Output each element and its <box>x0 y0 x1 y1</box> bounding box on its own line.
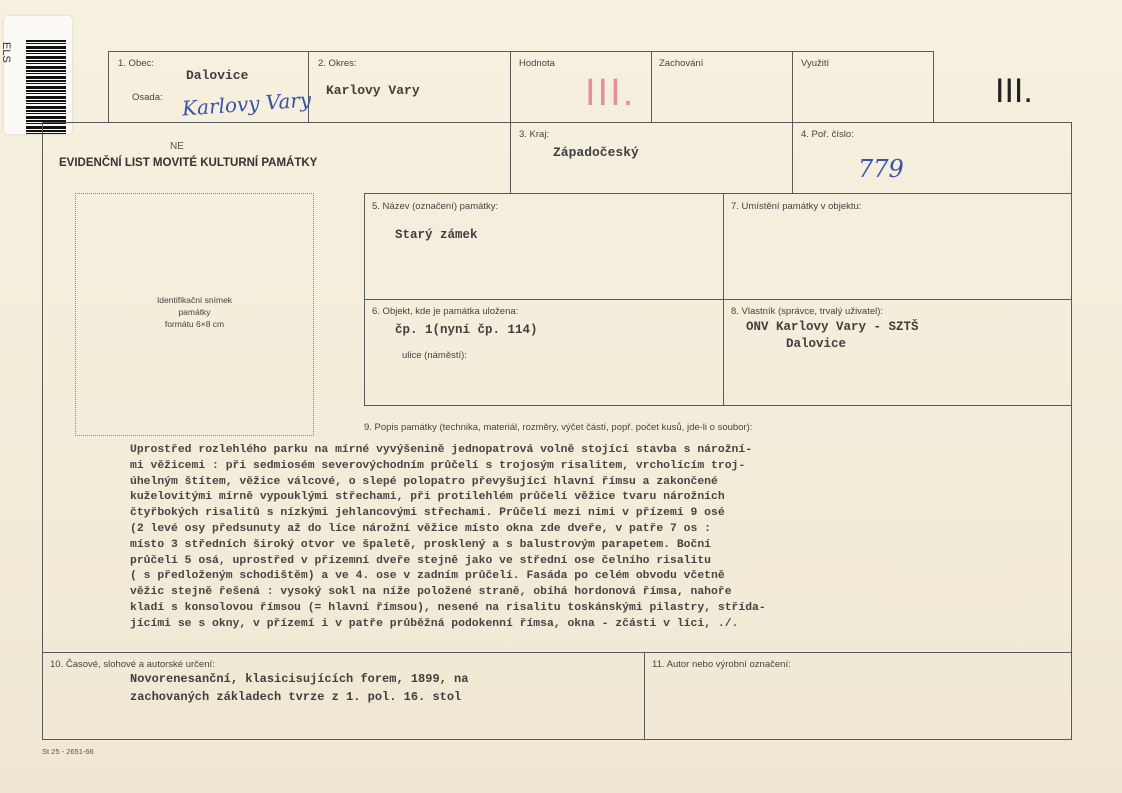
popis-line: ( s předloženým schodištěm) a ve 4. ose v zadním průčelí. Fasáda po celém obvodu včetně <box>130 570 725 583</box>
objekt-value: čp. 1(nyní čp. 114) <box>395 323 538 337</box>
barcode-icon <box>26 40 66 134</box>
zachovani-label: Zachování <box>659 58 704 69</box>
popis-line: jícími se s okny, v přízemí i v patře průběžná podokenní římsa, okna - zčásti v líci, ./. <box>130 617 739 630</box>
barcode-sticker <box>0 16 72 134</box>
photo-caption <box>76 294 313 330</box>
popis-label: 9. Popis památky (technika, materiál, rozměry, výčet částí, popř. počet kusů, jde-li o soubor): <box>364 422 753 433</box>
photo-caption-line: památky <box>178 307 211 317</box>
footer-code: St 25 - 2651-66 <box>42 747 94 756</box>
umisteni-label: 7. Umístění památky v objektu: <box>731 201 862 212</box>
grid-line <box>108 51 109 123</box>
grid-line <box>1071 122 1072 740</box>
popis-text <box>130 443 1050 633</box>
osada-value: Karlovy Vary <box>181 87 312 121</box>
ulice-label: ulice (náměstí): <box>402 350 467 361</box>
hodnota-label: Hodnota <box>519 58 555 69</box>
osada-label: Osada: <box>132 92 163 103</box>
por-cislo-label: 4. Poř. číslo: <box>801 129 854 140</box>
sticker-label: ELS <box>0 42 12 63</box>
okres-label: 2. Okres: <box>318 58 357 69</box>
urceni-line2: zachovaných základech tvrze z 1. pol. 16. stol <box>130 690 462 704</box>
urceni-line1: Novorenesanční, klasicisujících forem, 1899, na <box>130 672 469 686</box>
popis-line: úhelným štítem, věžice válcové, o slepé polopatro převyšující hlavní římsu a zakončené <box>130 475 718 488</box>
popis-line: čtyřbokých risalitů s nízkými jehlancovými střechami. Průčelí mezi nimi v přízemí 9 osé <box>130 507 725 520</box>
popis-line: mi věžicemi : při sedmiosém severovýchodním průčelí s trojosým risalitem, vrcholícím troj- <box>130 459 746 472</box>
kraj-value: Západočeský <box>553 145 639 160</box>
nazev-value: Starý zámek <box>395 228 478 242</box>
nazev-label: 5. Název (označení) památky: <box>372 201 499 212</box>
title-annotation: NE <box>170 141 184 152</box>
grid-line <box>364 405 1071 406</box>
grid-line <box>42 652 1072 653</box>
grid-line <box>644 652 645 740</box>
grid-line <box>933 51 934 123</box>
vyuziti-label: Využití <box>801 58 830 69</box>
kraj-label: 3. Kraj: <box>519 129 550 140</box>
photo-caption-line: Identifikační snímek <box>156 295 233 305</box>
grid-line <box>108 51 934 52</box>
popis-line: Uprostřed rozlehlého parku na mírné vyvýšenině jednopatrová volně stojící stavba s nárožní- <box>130 444 753 456</box>
vlastnik-line1: ONV Karlovy Vary - SZTŠ <box>746 320 919 334</box>
hodnota-value: III. <box>585 72 636 114</box>
form-title: EVIDENČNÍ LIST MOVITÉ KULTURNÍ PAMÁTKY <box>59 157 318 169</box>
obec-label: 1. Obec: <box>118 58 154 69</box>
autor-label: 11. Autor nebo výrobní označení: <box>652 659 791 670</box>
grid-line <box>651 51 652 123</box>
corner-mark: III. <box>995 72 1033 110</box>
okres-value: Karlovy Vary <box>326 83 420 98</box>
popis-line: věžic stejně řešená : vysoký sokl na níže položené straně, obíhá hordonová římsa, nahoře <box>130 586 732 599</box>
grid-line <box>42 122 1072 123</box>
por-cislo-value: 779 <box>858 155 904 183</box>
objekt-label: 6. Objekt, kde je památka uložena: <box>372 306 519 317</box>
grid-line <box>42 122 43 740</box>
popis-line: kuželovitými mírně vypouklými střechami, při protilehlém průčelí věžice tvaru nárožních <box>130 491 725 504</box>
grid-line <box>42 739 1072 740</box>
grid-line <box>364 193 1071 194</box>
vlastnik-line2: Dalovice <box>786 337 847 351</box>
popis-line: průčelí 5 osá, uprostřed v přízemní dveře stejně jako ve střední ose čelního risalitu <box>130 554 712 567</box>
popis-line: místo 3 středních široký otvor ve špaletě, prosklený a s balustrovým parapetem. Boční <box>130 538 712 551</box>
grid-line <box>364 299 1071 300</box>
obec-value: Dalovice <box>186 68 249 83</box>
popis-line: kladí s konsolovou římsou (= hlavní římsou), nesené na risalitu toskánskými pilastry, střída- <box>130 601 766 614</box>
urceni-label: 10. Časové, slohové a autorské určení: <box>50 659 215 670</box>
popis-line: (2 levé osy předsunuty až do líce nárožní věžice místo okna zde dveře, v patře 7 os : <box>130 522 712 535</box>
photo-caption-line: formátu 6×8 cm <box>164 319 225 329</box>
vlastnik-label: 8. Vlastník (správce, trvalý uživatel): <box>731 306 884 317</box>
photo-placeholder <box>75 193 314 436</box>
